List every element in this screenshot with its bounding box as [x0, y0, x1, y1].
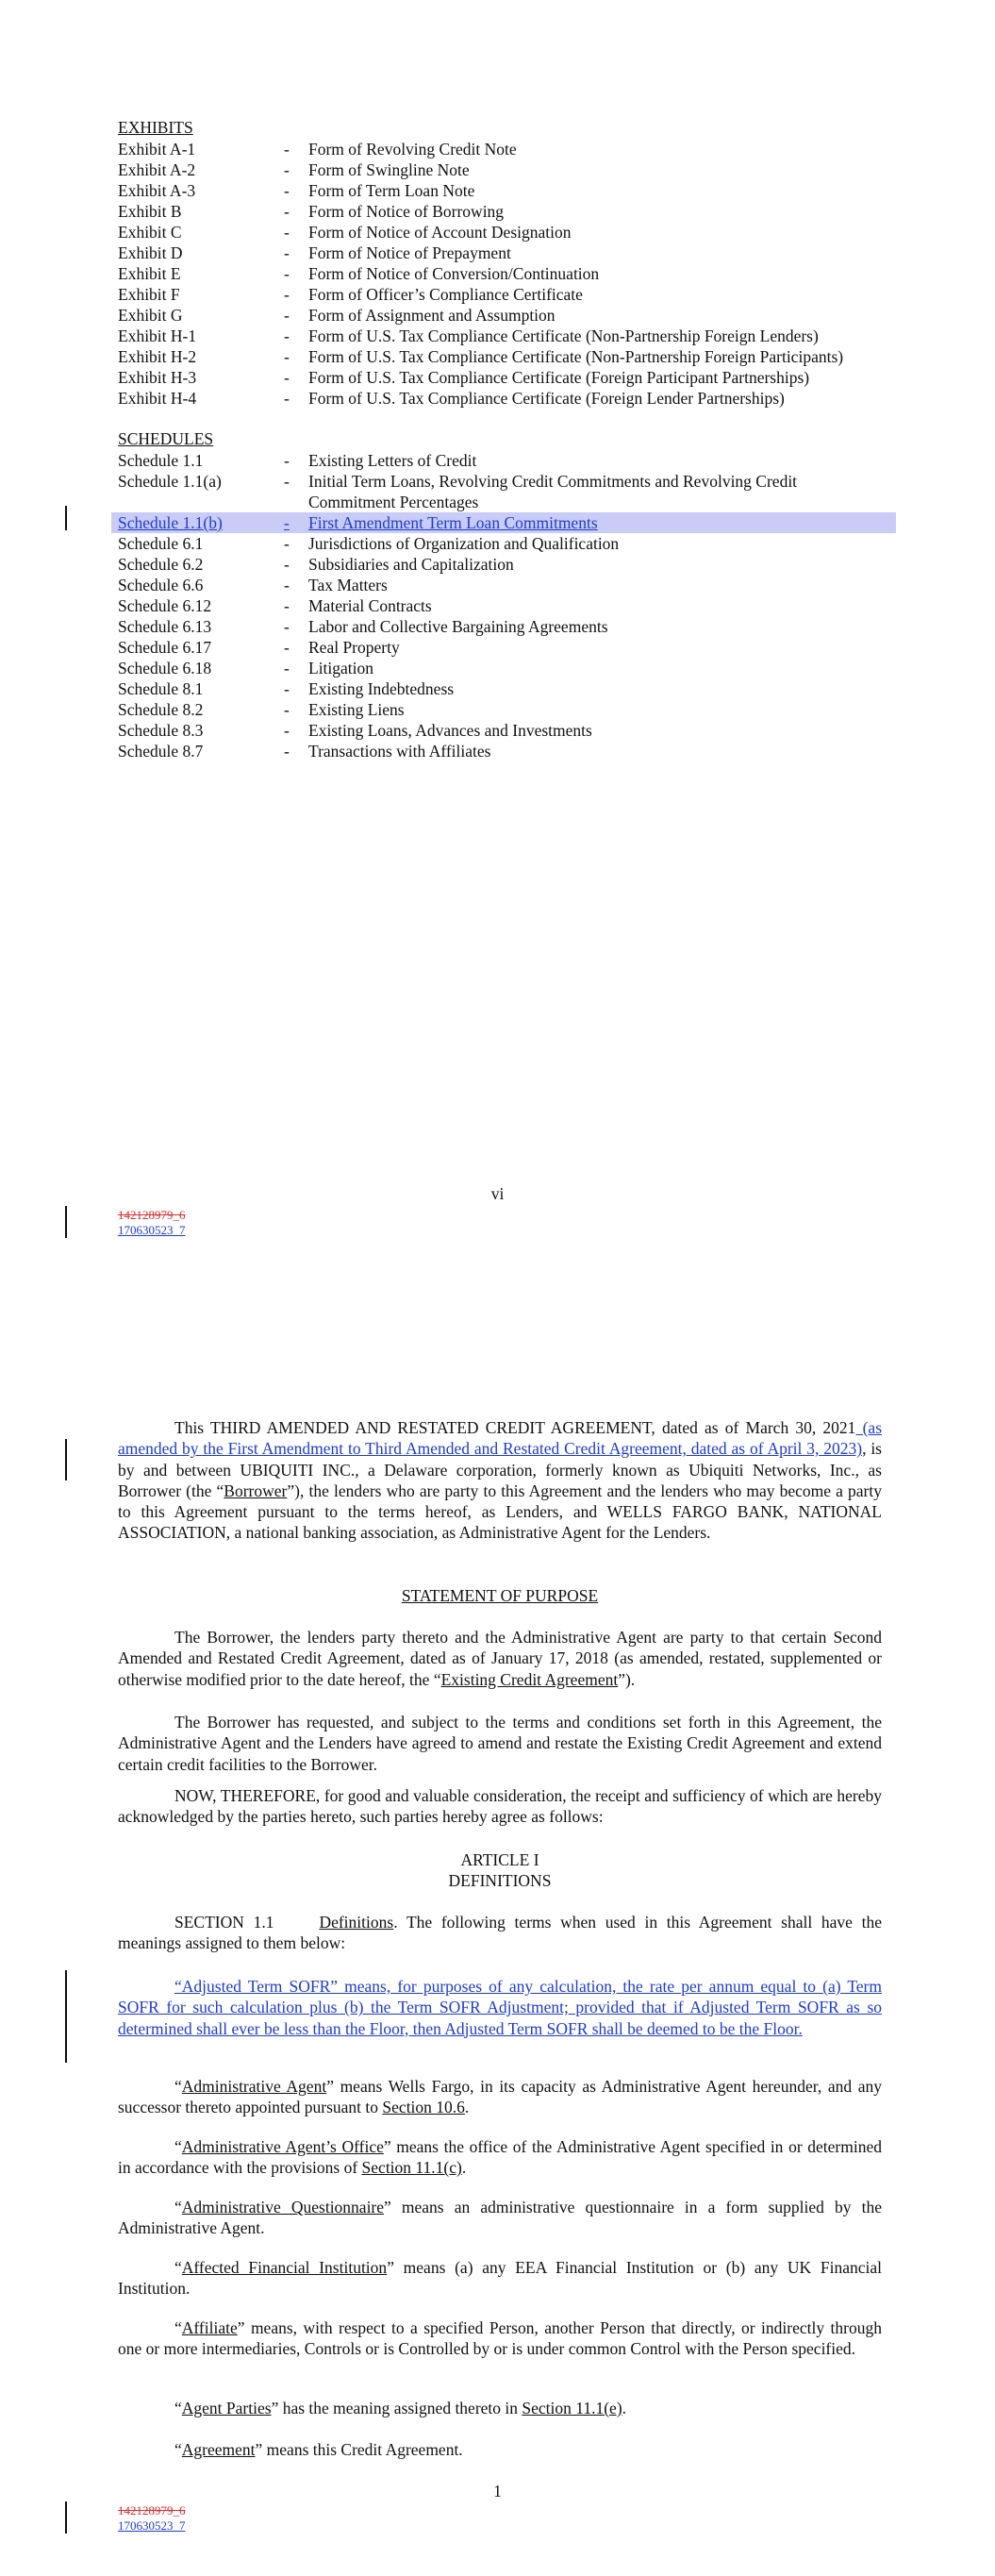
- section-reference: Section 11.1(c): [361, 2158, 462, 2178]
- exhibit-description: Form of U.S. Tax Compliance Certificate (Non-Partnership Foreign Participants): [308, 347, 844, 366]
- schedule-label: Schedule 6.6: [118, 576, 204, 594]
- schedule-description: Tax Matters: [308, 576, 388, 594]
- schedule-label: Schedule 1.1(a): [118, 472, 222, 491]
- list-item: [118, 616, 901, 637]
- exhibit-description: Form of Term Loan Note: [308, 181, 475, 200]
- schedule-description: Subsidiaries and Capitalization: [308, 555, 514, 574]
- exhibit-description: Form of U.S. Tax Compliance Certificate (Non-Partnership Foreign Lenders): [308, 326, 819, 345]
- separator-dash: -: [284, 472, 290, 491]
- list-item: [118, 678, 901, 699]
- separator-dash: -: [284, 596, 290, 615]
- separator-dash: -: [284, 389, 290, 408]
- purpose-paragraph-1: The Borrower, the lenders party thereto and the Administrative Agent are party to that certain Second Amended and Restated Credit Agreement, dated as of January 17, 2018 (as amended, restated, supplemented or otherwise modified prior to the date hereof, the “Existing Credit Agreement”).: [118, 1628, 882, 1689]
- list-item: [118, 326, 901, 346]
- exhibits-heading: EXHIBITS: [118, 118, 193, 137]
- exhibit-label: Exhibit G: [118, 306, 183, 325]
- list-item: [118, 305, 901, 326]
- separator-dash: -: [284, 534, 290, 553]
- section-reference: Section 10.6: [382, 2098, 465, 2117]
- list-item: [118, 139, 901, 159]
- defined-term: Existing Credit Agreement: [440, 1669, 619, 1689]
- exhibit-description: Form of Notice of Account Designation: [308, 223, 572, 242]
- exhibit-description: Form of U.S. Tax Compliance Certificate (Foreign Lender Partnerships): [308, 389, 785, 408]
- exhibit-description: Form of Officer’s Compliance Certificate: [308, 285, 583, 304]
- schedule-description-continued: Commitment Percentages: [308, 493, 479, 511]
- schedule-description: Existing Liens: [308, 700, 405, 719]
- separator-dash: -: [284, 700, 290, 719]
- section-reference: Section 11.1(e): [522, 2399, 622, 2417]
- separator-dash: -: [284, 160, 290, 179]
- exhibit-label: Exhibit A-1: [118, 140, 196, 159]
- list-item: [118, 159, 901, 180]
- list-item: [118, 533, 901, 554]
- footer-doc-id-deleted: 142128979_6: [118, 1208, 186, 1222]
- intro-paragraph: This THIRD AMENDED AND RESTATED CREDIT AGREEMENT, dated as of March 30, 2021 (as amended by the First Amendment to Third Amended and Restated Credit Agreement, dated as of April 3, 2023), is by and between UBIQUITI INC., a Delaware corporation, formerly known as Ubiquiti Networks, Inc., as Borrower (the “Borrower”), the lenders who are party to this Agreement and the lenders who may become a party to this Agreement pursuant to the terms hereof, as Lenders, and WELLS FARGO BANK, NATIONAL ASSOCIATION, a national banking association, as Administrative Agent for the Lenders.: [118, 1418, 883, 1543]
- schedule-label: Schedule 6.13: [118, 617, 212, 636]
- exhibit-label: Exhibit C: [118, 223, 182, 242]
- section-title: Definitions: [319, 1913, 394, 1932]
- schedule-description: Real Property: [308, 638, 400, 657]
- schedule-label: Schedule 6.12: [118, 596, 212, 615]
- schedule-label: Schedule 6.18: [118, 659, 212, 677]
- exhibit-description: Form of Assignment and Assumption: [308, 306, 556, 325]
- list-item: [118, 471, 901, 492]
- exhibit-label: Exhibit H-3: [118, 368, 197, 387]
- definition-adjusted-term-sofr: “Adjusted Term SOFR” means, for purposes of any calculation, the rate per annum equal to (a) Term SOFR for such calculation plus (b) the Term SOFR Adjustment; provided that if Adjusted Term SOFR as so determined shall ever be less than the Floor, then Adjusted Term SOFR shall be deemed to be the Floor.: [118, 1977, 882, 2038]
- separator-dash: -: [284, 285, 290, 304]
- list-item: [118, 180, 901, 201]
- purpose-paragraph-3: NOW, THEREFORE, for good and valuable consideration, the receipt and sufficiency of which are hereby acknowledged by the parties hereto, such parties hereby agree as follows:: [118, 1786, 882, 1827]
- separator-dash: -: [284, 243, 290, 262]
- list-item: [118, 388, 901, 409]
- separator-dash: -: [284, 264, 290, 283]
- schedule-label: Schedule 1.1(b): [118, 513, 223, 532]
- footer-doc-id-inserted: 170630523_7: [118, 1223, 186, 1237]
- exhibit-label: Exhibit A-2: [118, 160, 196, 179]
- separator-dash: -: [284, 181, 290, 200]
- footer-doc-id-deleted: 142128979_6: [118, 2503, 186, 2517]
- list-item: [118, 637, 901, 658]
- statement-heading: STATEMENT OF PURPOSE: [401, 1586, 599, 1605]
- list-item: [118, 263, 901, 284]
- definition-administrative-questionnaire: “Administrative Questionnaire” means an administrative questionnaire in a form supplied by the Administrative Agent.: [118, 2198, 882, 2238]
- exhibit-label: Exhibit A-3: [118, 181, 196, 200]
- list-item: [118, 658, 901, 678]
- separator-dash: -: [284, 742, 290, 761]
- exhibit-label: Exhibit H-4: [118, 389, 197, 408]
- definition-affected-financial-institution: “Affected Financial Institution” means (a) any EEA Financial Institution or (b) any UK Financial Institution.: [118, 2258, 882, 2299]
- page-number: 1: [493, 2482, 502, 2501]
- exhibit-label: Exhibit D: [118, 243, 183, 262]
- list-item: [118, 201, 901, 222]
- schedule-label: Schedule 1.1: [118, 451, 204, 470]
- list-item: [118, 346, 901, 367]
- definition-administrative-agent: “Administrative Agent” means Wells Fargo, in its capacity as Administrative Agent hereunder, and any successor thereto appointed pursuant to Section 10.6.: [118, 2077, 882, 2117]
- list-item: [118, 720, 901, 741]
- defined-term: Borrower: [224, 1480, 288, 1500]
- page-number: vi: [490, 1184, 505, 1203]
- exhibit-description: Form of U.S. Tax Compliance Certificate (Foreign Participant Partnerships): [308, 368, 810, 387]
- inserted-text: (as amended by the First Amendment to Third Amended and Restated Credit Agreement, dated as of April 3, 2023): [118, 1418, 883, 1459]
- list-item: [118, 595, 901, 616]
- article-heading: ARTICLE I: [460, 1850, 539, 1869]
- change-bar: [65, 1439, 67, 1480]
- section-paragraph: SECTION 1.1 Definitions. The following terms when used in this Agreement shall have the meanings assigned to them below:: [118, 1913, 882, 1953]
- list-item: [118, 554, 901, 575]
- schedule-label: Schedule 8.7: [118, 742, 204, 761]
- list-item: [118, 699, 901, 720]
- exhibit-label: Exhibit B: [118, 202, 182, 221]
- footer-doc-id-inserted: 170630523_7: [118, 2518, 186, 2533]
- schedule-label: Schedule 8.2: [118, 700, 204, 719]
- exhibit-description: Form of Notice of Prepayment: [308, 243, 511, 262]
- schedule-description: Initial Term Loans, Revolving Credit Commitments and Revolving Credit: [308, 472, 798, 491]
- list-item: [118, 575, 901, 595]
- definition-affiliate: “Affiliate” means, with respect to a specified Person, another Person that directly, or indirectly through one or more intermediaries, Controls or is Controlled by or is under common Control with the Person specified.: [118, 2318, 882, 2359]
- schedule-description: First Amendment Term Loan Commitments: [308, 513, 598, 532]
- schedule-description: Litigation: [308, 659, 374, 677]
- separator-dash: -: [284, 347, 290, 366]
- separator-dash: -: [284, 638, 290, 657]
- list-item: [118, 284, 901, 305]
- exhibit-description: Form of Revolving Credit Note: [308, 140, 517, 159]
- exhibit-label: Exhibit H-1: [118, 326, 197, 345]
- separator-dash: -: [284, 679, 290, 698]
- definition-agent-parties: “Agent Parties” has the meaning assigned thereto in Section 11.1(e).: [174, 2399, 627, 2417]
- change-bar: [65, 506, 67, 530]
- list-item: [118, 450, 901, 471]
- separator-dash: -: [284, 555, 290, 574]
- exhibit-description: Form of Notice of Borrowing: [308, 202, 505, 221]
- inserted-schedule-row: [118, 512, 901, 533]
- schedule-description: Transactions with Affiliates: [308, 742, 491, 761]
- exhibit-label: Exhibit E: [118, 264, 181, 283]
- separator-dash: -: [284, 326, 290, 345]
- schedule-label: Schedule 6.17: [118, 638, 212, 657]
- definition-agreement: “Agreement” means this Credit Agreement.: [174, 2440, 463, 2459]
- exhibit-label: Exhibit F: [118, 285, 180, 304]
- list-item: [118, 243, 901, 263]
- separator-dash: -: [284, 202, 290, 221]
- exhibit-description: Form of Notice of Conversion/Continuation: [308, 264, 600, 283]
- list-item: [118, 367, 901, 388]
- exhibit-description: Form of Swingline Note: [308, 160, 470, 179]
- change-bar: [65, 2501, 67, 2534]
- schedule-description: Material Contracts: [308, 596, 432, 615]
- separator-dash: -: [284, 451, 290, 470]
- schedule-description: Existing Letters of Credit: [308, 451, 477, 470]
- separator-dash: -: [284, 576, 290, 594]
- list-item: [118, 741, 901, 761]
- article-title: DEFINITIONS: [448, 1871, 552, 1890]
- schedule-label: Schedule 8.1: [118, 679, 204, 698]
- separator-dash: -: [284, 368, 290, 387]
- separator-dash: -: [284, 721, 290, 740]
- change-bar: [65, 1206, 67, 1238]
- separator-dash: -: [284, 659, 290, 677]
- separator-dash: -: [284, 306, 290, 325]
- schedule-description: Labor and Collective Bargaining Agreements: [308, 617, 608, 636]
- schedule-description: Existing Loans, Advances and Investments: [308, 721, 592, 740]
- schedule-label: Schedule 8.3: [118, 721, 204, 740]
- schedule-label: Schedule 6.1: [118, 534, 204, 553]
- separator-dash: -: [284, 513, 290, 532]
- change-bar: [65, 1970, 67, 2063]
- separator-dash: -: [284, 223, 290, 242]
- separator-dash: -: [284, 617, 290, 636]
- separator-dash: -: [284, 140, 290, 159]
- definition-administrative-agents-office: “Administrative Agent’s Office” means the office of the Administrative Agent specified in or determined in accordance with the provisions of Section 11.1(c).: [118, 2137, 882, 2178]
- schedule-description: Jurisdictions of Organization and Qualification: [308, 534, 620, 553]
- exhibit-label: Exhibit H-2: [118, 347, 197, 366]
- schedule-description: Existing Indebtedness: [308, 679, 455, 698]
- purpose-paragraph-2: The Borrower has requested, and subject to the terms and conditions set forth in this Agreement, the Administrative Agent and the Lenders have agreed to amend and restate the Existing Credit Agreement and extend certain credit facilities to the Borrower.: [118, 1713, 882, 1774]
- schedule-label: Schedule 6.2: [118, 555, 204, 574]
- list-item-continuation: [118, 492, 901, 512]
- schedules-heading: SCHEDULES: [118, 429, 214, 448]
- list-item: [118, 222, 901, 243]
